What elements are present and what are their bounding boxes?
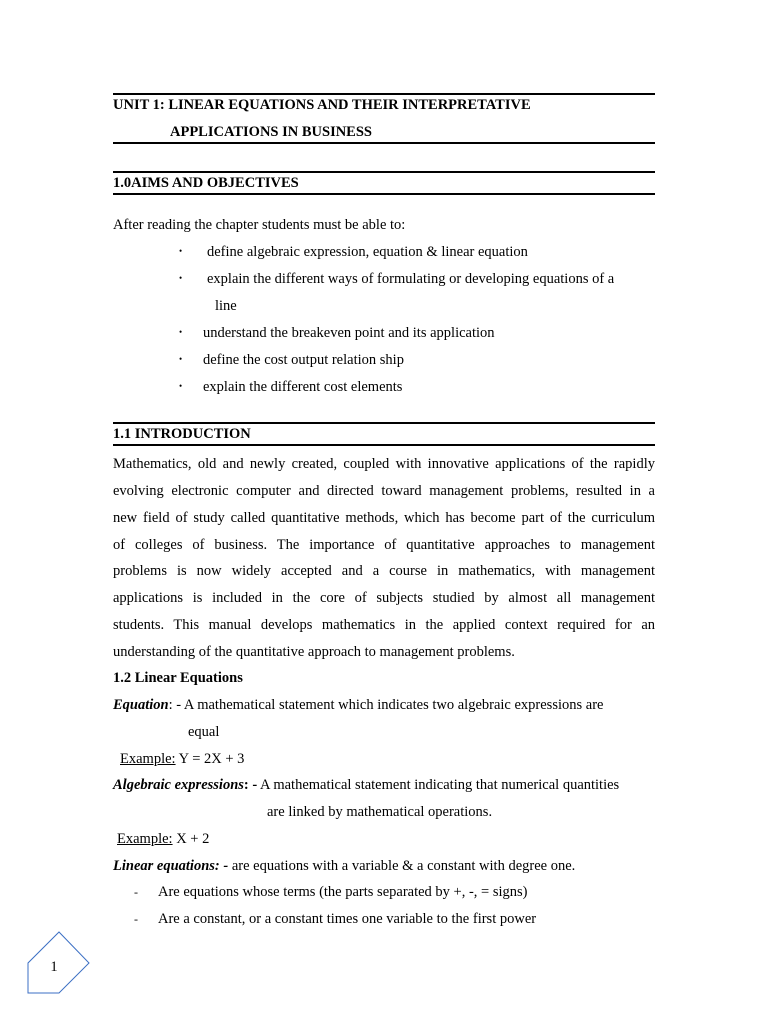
aim-item: explain the different cost elements (203, 379, 403, 395)
linear-definition (113, 857, 575, 875)
example-label: Example: (120, 751, 176, 767)
unit-title-line2: APPLICATIONS IN BUSINESS (170, 124, 372, 140)
bullet-marker: • (179, 327, 183, 337)
algebraic-separator: : - (243, 777, 258, 793)
intro-bottom-rule (113, 444, 655, 446)
example-two (117, 830, 209, 848)
equation-term: Equation (113, 697, 169, 713)
intro-paragraph-line: Mathematics, old and newly created, coupled with innovative applications of the rapidly (113, 456, 655, 472)
linear-heading: 1.2 Linear Equations (113, 670, 243, 686)
example-one (120, 750, 244, 768)
dash-marker: - (134, 912, 138, 926)
algebraic-def-continuation: are linked by mathematical operations. (267, 804, 493, 820)
aims-top-rule (113, 171, 655, 173)
intro-paragraph-line: of colleges of business. The importance of quantitative approaches to management (113, 537, 655, 553)
example-two-text: X + 2 (172, 831, 210, 847)
intro-heading: 1.1 INTRODUCTION (113, 426, 251, 442)
equation-def-continuation: equal (188, 724, 220, 740)
bullet-marker: • (179, 246, 183, 256)
dash-marker: - (134, 885, 138, 899)
algebraic-definition (113, 776, 619, 794)
unit-title-line1: UNIT 1: LINEAR EQUATIONS AND THEIR INTERPRETATIVE (113, 97, 531, 113)
algebraic-term: Algebraic expressions (113, 777, 244, 793)
equation-definition (113, 696, 603, 714)
linear-def-text: are equations with a variable & a constant with degree one. (228, 858, 576, 874)
example-one-text: Y = 2X + 3 (175, 751, 245, 767)
aim-item: understand the breakeven point and its application (203, 325, 495, 341)
intro-top-rule (113, 422, 655, 424)
aims-heading: 1.0AIMS AND OBJECTIVES (113, 175, 299, 191)
bullet-marker: • (179, 273, 183, 283)
aims-bottom-rule (113, 193, 655, 195)
bullet-marker: • (179, 354, 183, 364)
aim-item: explain the different ways of formulating or developing equations of a (207, 271, 615, 287)
example-label: Example: (117, 831, 173, 847)
aim-item-continuation: line (215, 298, 237, 314)
linear-point: Are a constant, or a constant times one variable to the first power (158, 911, 537, 927)
intro-paragraph-line: applications is included in the core of subjects studied by almost all management (113, 590, 655, 606)
intro-paragraph-line: evolving electronic computer and directed toward management problems, resulted in a (113, 483, 655, 499)
page-number: 1 (50, 959, 58, 975)
bullet-marker: • (179, 381, 183, 391)
aim-item: define algebraic expression, equation & linear equation (207, 244, 528, 260)
linear-point: Are equations whose terms (the parts separated by +, -, = signs) (158, 884, 528, 900)
aim-item: define the cost output relation ship (203, 352, 404, 368)
intro-paragraph-line: new field of study called quantitative methods, which has become part of the curriculum (113, 510, 655, 526)
algebraic-def-text: A mathematical statement indicating that numerical quantities (257, 777, 620, 793)
intro-paragraph-line: problems is now widely accepted and a course in mathematics, with management (113, 563, 655, 579)
aims-intro: After reading the chapter students must be able to: (113, 217, 406, 233)
equation-def-text: : - A mathematical statement which indicates two algebraic expressions are (168, 697, 604, 713)
intro-paragraph-line: students. This manual develops mathematics in the applied context required for an (113, 617, 655, 633)
title-bottom-rule (113, 142, 655, 144)
linear-term: Linear equations: - (113, 858, 229, 874)
intro-paragraph-last-line: understanding of the quantitative approach to management problems. (113, 644, 515, 660)
title-top-rule (113, 93, 655, 95)
